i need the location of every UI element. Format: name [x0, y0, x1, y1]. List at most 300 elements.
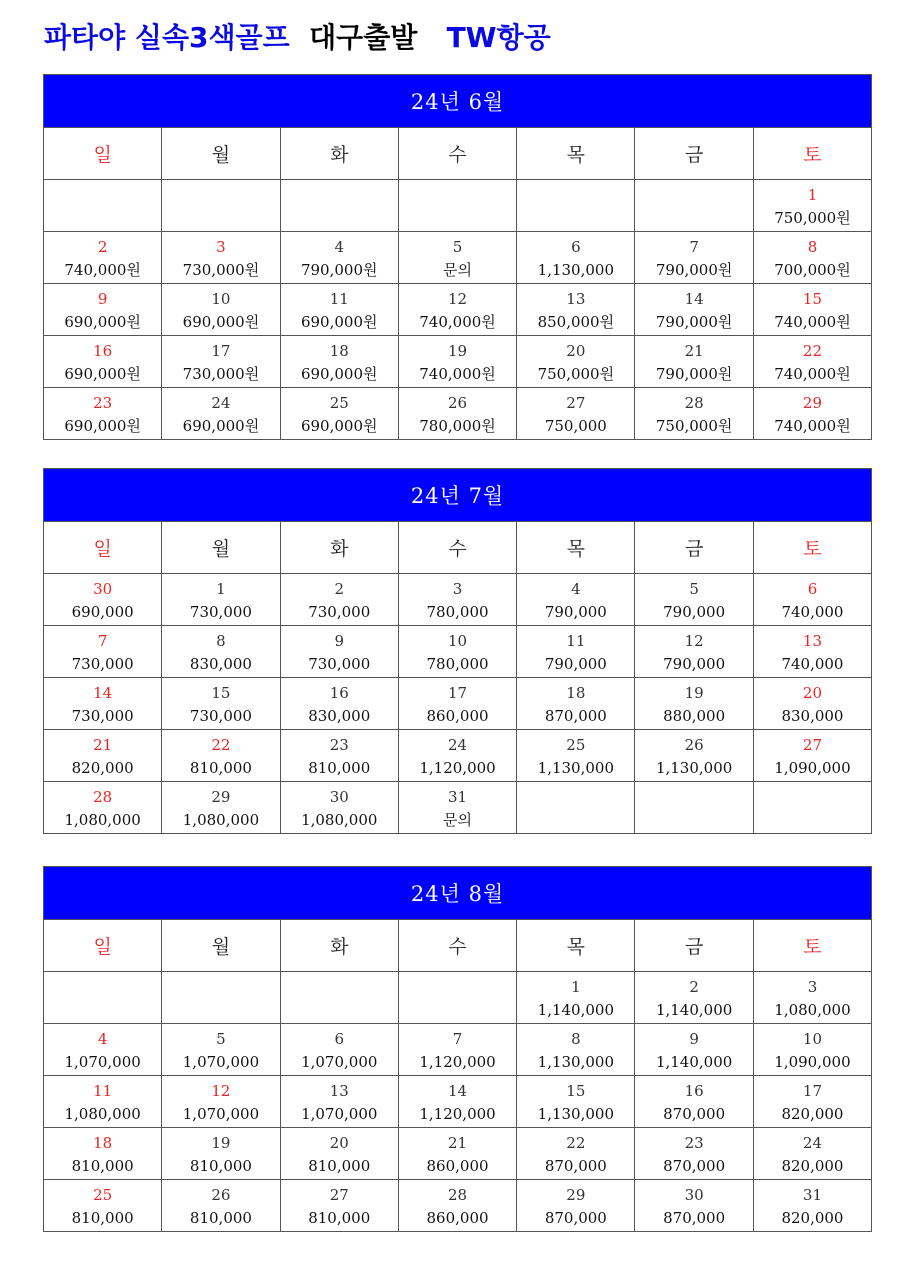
weekday-header: 수 [398, 522, 516, 574]
calendar-week-row [44, 180, 872, 232]
day-number: 19 [447, 342, 468, 360]
day-number: 8 [807, 238, 818, 256]
day-price: 1,130,000 [537, 759, 614, 777]
calendar-day-cell [280, 1180, 398, 1232]
calendar-day-cell [398, 232, 516, 284]
day-number: 12 [211, 1082, 231, 1100]
title-airline: TW항공 [446, 21, 551, 54]
day-number: 16 [93, 342, 113, 360]
title-product: 파타야 실속3색골프 [44, 21, 290, 54]
calendar-day-cell [280, 388, 398, 440]
day-price: 880,000 [663, 707, 726, 725]
calendar-day-cell [162, 1076, 280, 1128]
day-number: 4 [571, 580, 581, 598]
weekday-header: 일 [44, 522, 162, 574]
calendar-week-row [44, 1076, 872, 1128]
day-number: 24 [802, 1134, 822, 1152]
calendar-day-cell [517, 1076, 635, 1128]
day-number: 1 [807, 186, 818, 204]
day-number: 24 [447, 736, 468, 754]
day-number: 11 [329, 290, 349, 308]
day-price: 1,080,000 [301, 811, 378, 829]
day-number: 28 [447, 1186, 468, 1204]
day-number: 13 [566, 290, 586, 308]
calendar-day-cell [398, 388, 516, 440]
day-number: 26 [684, 736, 704, 754]
day-price: 740,000원 [419, 365, 496, 383]
day-price: 790,000 [544, 655, 607, 673]
day-price: 740,000원 [774, 313, 851, 331]
day-number: 22 [211, 736, 231, 754]
day-number: 28 [684, 394, 704, 412]
calendar-day-cell [753, 232, 871, 284]
calendar-day-cell [517, 782, 635, 834]
calendar-day-cell [753, 180, 871, 232]
calendar-day-cell [517, 180, 635, 232]
day-number: 31 [802, 1186, 822, 1204]
calendar-month-1 [43, 74, 872, 440]
weekday-header: 금 [635, 128, 753, 180]
title-departure: 대구출발 [309, 21, 418, 54]
calendar-day-cell [635, 1024, 753, 1076]
day-price: 870,000 [663, 1209, 726, 1227]
month-title: 24년 7월 [44, 469, 872, 522]
day-price: 690,000원 [64, 365, 141, 383]
calendar-day-cell [44, 284, 162, 336]
day-price: 860,000 [426, 1209, 489, 1227]
day-number: 22 [566, 1134, 586, 1152]
calendar-week-row [44, 1024, 872, 1076]
calendar-day-cell [162, 284, 280, 336]
calendar-day-cell [162, 1128, 280, 1180]
day-price: 750,000원 [537, 365, 615, 383]
day-number: 19 [684, 684, 704, 702]
calendar-day-cell [162, 730, 280, 782]
day-number: 24 [211, 394, 231, 412]
calendar-day-cell [635, 336, 753, 388]
day-price: 1,070,000 [301, 1053, 378, 1071]
day-number: 9 [689, 1030, 699, 1048]
calendar-day-cell [753, 1076, 871, 1128]
weekday-header: 목 [517, 522, 635, 574]
calendar-day-cell [753, 782, 871, 834]
calendar-week-row [44, 388, 872, 440]
calendar-day-cell [44, 626, 162, 678]
day-price: 700,000원 [774, 261, 851, 279]
calendar-day-cell [753, 626, 871, 678]
day-number: 10 [447, 632, 468, 650]
day-price: 810,000 [189, 759, 252, 777]
day-price: 750,000원 [655, 417, 733, 435]
calendar-day-cell [517, 1128, 635, 1180]
calendar-day-cell [398, 574, 516, 626]
calendar-day-cell [44, 388, 162, 440]
calendar-day-cell [398, 626, 516, 678]
weekday-header: 화 [280, 920, 398, 972]
day-price: 820,000 [781, 1157, 844, 1175]
day-number: 16 [684, 1082, 704, 1100]
day-price: 690,000원 [182, 417, 260, 435]
day-price: 860,000 [426, 1157, 489, 1175]
calendar-day-cell [162, 232, 280, 284]
calendar-day-cell [162, 336, 280, 388]
day-price: 810,000 [189, 1209, 252, 1227]
weekday-header: 금 [635, 522, 753, 574]
day-price: 730,000 [189, 707, 252, 725]
calendar-day-cell [635, 782, 753, 834]
calendar-week-row [44, 730, 872, 782]
calendar-day-cell [517, 678, 635, 730]
day-price: 1,130,000 [537, 1105, 614, 1123]
day-price: 860,000 [426, 707, 489, 725]
day-number: 15 [211, 684, 231, 702]
day-price: 740,000 [781, 655, 844, 673]
calendar-day-cell [635, 1076, 753, 1128]
day-number: 29 [211, 788, 231, 806]
calendar-month-2 [43, 468, 872, 834]
day-number: 29 [802, 394, 822, 412]
day-price: 810,000 [71, 1209, 134, 1227]
day-number: 23 [329, 736, 349, 754]
calendar-day-cell [44, 972, 162, 1024]
calendar-day-cell [162, 626, 280, 678]
day-number: 6 [334, 1030, 345, 1048]
day-number: 4 [97, 1030, 108, 1048]
calendar-day-cell [398, 1076, 516, 1128]
day-price: 820,000 [71, 759, 134, 777]
month-title: 24년 8월 [44, 867, 872, 920]
calendar-day-cell [517, 232, 635, 284]
day-price: 690,000원 [300, 417, 378, 435]
day-price: 1,090,000 [774, 1053, 851, 1071]
day-number: 18 [329, 342, 349, 360]
calendar-day-cell [280, 972, 398, 1024]
weekday-header: 수 [398, 920, 516, 972]
calendar-day-cell [753, 972, 871, 1024]
day-number: 23 [93, 394, 113, 412]
day-price: 1,130,000 [537, 261, 614, 279]
calendar-day-cell [753, 574, 871, 626]
day-price: 1,080,000 [774, 1001, 851, 1019]
month-title: 24년 6월 [44, 75, 872, 128]
day-price: 740,000원 [774, 365, 851, 383]
day-price: 740,000원 [774, 417, 851, 435]
day-price: 690,000원 [300, 365, 378, 383]
day-number: 1 [216, 580, 226, 598]
day-price: 730,000원 [182, 365, 260, 383]
day-number: 3 [216, 238, 226, 256]
day-number: 9 [334, 632, 345, 650]
day-price: 1,080,000 [64, 1105, 141, 1123]
day-price: 1,140,000 [655, 1001, 733, 1019]
day-price: 820,000 [781, 1105, 844, 1123]
calendar-day-cell [517, 284, 635, 336]
day-price: 1,130,000 [655, 759, 733, 777]
calendar-day-cell [44, 336, 162, 388]
day-price: 810,000 [71, 1157, 134, 1175]
day-number: 10 [211, 290, 231, 308]
weekday-header: 목 [517, 128, 635, 180]
day-number: 18 [93, 1134, 113, 1152]
weekday-header: 토 [753, 522, 871, 574]
calendar-day-cell [398, 730, 516, 782]
day-number: 30 [684, 1186, 704, 1204]
day-price: 830,000 [189, 655, 252, 673]
day-number: 26 [447, 394, 468, 412]
day-number: 13 [802, 632, 822, 650]
calendar-week-row [44, 336, 872, 388]
calendar-week-row [44, 232, 872, 284]
day-number: 11 [93, 1082, 113, 1100]
calendar-day-cell [635, 574, 753, 626]
day-price: 740,000 [781, 603, 844, 621]
calendar-day-cell [517, 626, 635, 678]
calendar-month-3 [43, 866, 872, 1232]
calendar-day-cell [635, 180, 753, 232]
day-number: 3 [807, 978, 818, 996]
calendar-day-cell [753, 730, 871, 782]
calendar-week-row [44, 972, 872, 1024]
weekday-header: 일 [44, 128, 162, 180]
day-price: 810,000 [308, 1157, 371, 1175]
calendar-day-cell [635, 678, 753, 730]
day-number: 2 [97, 238, 108, 256]
day-number: 9 [97, 290, 108, 308]
day-number: 28 [93, 788, 113, 806]
weekday-header: 수 [398, 128, 516, 180]
day-price: 1,120,000 [419, 759, 496, 777]
calendar-day-cell [162, 972, 280, 1024]
weekday-header: 화 [280, 128, 398, 180]
day-price: 810,000 [308, 759, 371, 777]
day-number: 17 [802, 1082, 822, 1100]
day-number: 10 [802, 1030, 822, 1048]
calendar-day-cell [635, 232, 753, 284]
day-price: 790,000원 [300, 261, 378, 279]
day-price: 750,000원 [774, 209, 851, 227]
day-number: 22 [802, 342, 822, 360]
weekday-header: 일 [44, 920, 162, 972]
calendar-day-cell [398, 782, 516, 834]
day-price: 문의 [443, 261, 473, 279]
day-number: 7 [97, 632, 108, 650]
day-number: 21 [684, 342, 704, 360]
day-number: 13 [329, 1082, 349, 1100]
weekday-header: 금 [635, 920, 753, 972]
day-price: 1,120,000 [419, 1105, 496, 1123]
day-price: 730,000 [308, 603, 371, 621]
calendar-day-cell [398, 180, 516, 232]
calendar-day-cell [280, 626, 398, 678]
calendar-day-cell [753, 1128, 871, 1180]
calendar-week-row [44, 626, 872, 678]
calendar-day-cell [517, 972, 635, 1024]
day-number: 20 [329, 1134, 349, 1152]
day-price: 690,000 [71, 603, 134, 621]
calendar-day-cell [753, 336, 871, 388]
day-number: 5 [452, 238, 463, 256]
calendar-day-cell [162, 388, 280, 440]
calendar-day-cell [635, 972, 753, 1024]
day-number: 6 [571, 238, 581, 256]
day-price: 1,080,000 [64, 811, 141, 829]
day-price: 730,000 [308, 655, 371, 673]
day-number: 27 [566, 394, 586, 412]
calendar-day-cell [635, 626, 753, 678]
day-number: 15 [566, 1082, 586, 1100]
calendar-day-cell [44, 180, 162, 232]
day-price: 1,140,000 [537, 1001, 614, 1019]
day-number: 25 [566, 736, 586, 754]
calendar-day-cell [280, 336, 398, 388]
day-price: 1,140,000 [655, 1053, 733, 1071]
calendar-day-cell [398, 1024, 516, 1076]
calendar-day-cell [280, 284, 398, 336]
day-number: 31 [447, 788, 468, 806]
page-title [44, 16, 551, 60]
day-price: 850,000원 [537, 313, 615, 331]
day-price: 790,000원 [655, 261, 733, 279]
weekday-header: 목 [517, 920, 635, 972]
calendar-day-cell [635, 284, 753, 336]
day-number: 17 [447, 684, 468, 702]
day-number: 19 [211, 1134, 231, 1152]
calendar-day-cell [517, 336, 635, 388]
day-price: 870,000 [663, 1157, 726, 1175]
day-price: 690,000원 [182, 313, 260, 331]
day-number: 2 [334, 580, 345, 598]
calendar-day-cell [280, 232, 398, 284]
calendar-day-cell [398, 678, 516, 730]
day-price: 1,070,000 [301, 1105, 378, 1123]
calendar-day-cell [44, 1128, 162, 1180]
calendar-day-cell [44, 232, 162, 284]
day-number: 7 [689, 238, 699, 256]
day-number: 5 [689, 580, 699, 598]
calendar-day-cell [280, 1128, 398, 1180]
day-number: 11 [566, 632, 586, 650]
day-price: 1,070,000 [182, 1105, 260, 1123]
calendar-day-cell [635, 1128, 753, 1180]
day-number: 30 [329, 788, 349, 806]
weekday-header: 토 [753, 920, 871, 972]
calendar-day-cell [753, 388, 871, 440]
day-price: 750,000 [544, 417, 607, 435]
day-price: 830,000 [308, 707, 371, 725]
day-price: 730,000 [189, 603, 252, 621]
calendar-day-cell [44, 1076, 162, 1128]
calendar-day-cell [44, 730, 162, 782]
day-number: 20 [566, 342, 586, 360]
calendar-day-cell [162, 180, 280, 232]
calendar-day-cell [280, 1076, 398, 1128]
day-price: 790,000 [663, 603, 726, 621]
calendar-day-cell [517, 1024, 635, 1076]
day-number: 12 [684, 632, 704, 650]
day-number: 27 [329, 1186, 349, 1204]
day-number: 2 [689, 978, 699, 996]
calendar-day-cell [280, 1024, 398, 1076]
day-number: 4 [334, 238, 345, 256]
calendar-day-cell [635, 388, 753, 440]
calendar-day-cell [517, 730, 635, 782]
calendar-day-cell [753, 1180, 871, 1232]
weekday-header: 토 [753, 128, 871, 180]
day-number: 8 [216, 632, 226, 650]
calendar-day-cell [280, 180, 398, 232]
calendar-day-cell [44, 1024, 162, 1076]
day-price: 1,070,000 [64, 1053, 141, 1071]
day-price: 790,000원 [655, 313, 733, 331]
day-price: 690,000원 [64, 313, 141, 331]
day-price: 870,000 [544, 707, 607, 725]
day-number: 12 [447, 290, 468, 308]
calendar-day-cell [162, 678, 280, 730]
day-number: 29 [566, 1186, 586, 1204]
day-price: 790,000 [663, 655, 726, 673]
calendar-day-cell [398, 1180, 516, 1232]
day-number: 18 [566, 684, 586, 702]
calendar-day-cell [398, 284, 516, 336]
weekday-header: 월 [162, 128, 280, 180]
day-price: 780,000원 [419, 417, 496, 435]
calendar-day-cell [162, 782, 280, 834]
calendar-day-cell [162, 1024, 280, 1076]
calendar-day-cell [517, 1180, 635, 1232]
calendar-week-row [44, 284, 872, 336]
calendar-day-cell [44, 574, 162, 626]
day-price: 830,000 [781, 707, 844, 725]
calendar-day-cell [398, 972, 516, 1024]
day-price: 870,000 [663, 1105, 726, 1123]
calendar-day-cell [44, 782, 162, 834]
day-price: 1,090,000 [774, 759, 851, 777]
day-price: 820,000 [781, 1209, 844, 1227]
calendar-day-cell [398, 1128, 516, 1180]
calendar-day-cell [635, 730, 753, 782]
day-number: 14 [447, 1082, 468, 1100]
weekday-header: 월 [162, 920, 280, 972]
day-number: 5 [216, 1030, 226, 1048]
day-number: 17 [211, 342, 231, 360]
day-price: 740,000원 [419, 313, 496, 331]
day-price: 740,000원 [64, 261, 141, 279]
day-number: 26 [211, 1186, 231, 1204]
day-number: 20 [802, 684, 822, 702]
day-price: 690,000원 [64, 417, 141, 435]
calendar-week-row [44, 1128, 872, 1180]
day-price: 780,000 [426, 603, 489, 621]
calendar-day-cell [517, 388, 635, 440]
day-number: 6 [807, 580, 818, 598]
weekday-header: 월 [162, 522, 280, 574]
calendar-day-cell [398, 336, 516, 388]
day-price: 810,000 [308, 1209, 371, 1227]
day-number: 3 [452, 580, 463, 598]
day-number: 21 [93, 736, 113, 754]
day-price: 870,000 [544, 1157, 607, 1175]
calendar-week-row [44, 678, 872, 730]
day-number: 30 [93, 580, 113, 598]
day-number: 1 [571, 978, 581, 996]
day-price: 790,000원 [655, 365, 733, 383]
day-number: 14 [93, 684, 113, 702]
calendar-day-cell [280, 678, 398, 730]
weekday-header: 화 [280, 522, 398, 574]
day-number: 16 [329, 684, 349, 702]
day-number: 25 [329, 394, 349, 412]
day-price: 810,000 [189, 1157, 252, 1175]
